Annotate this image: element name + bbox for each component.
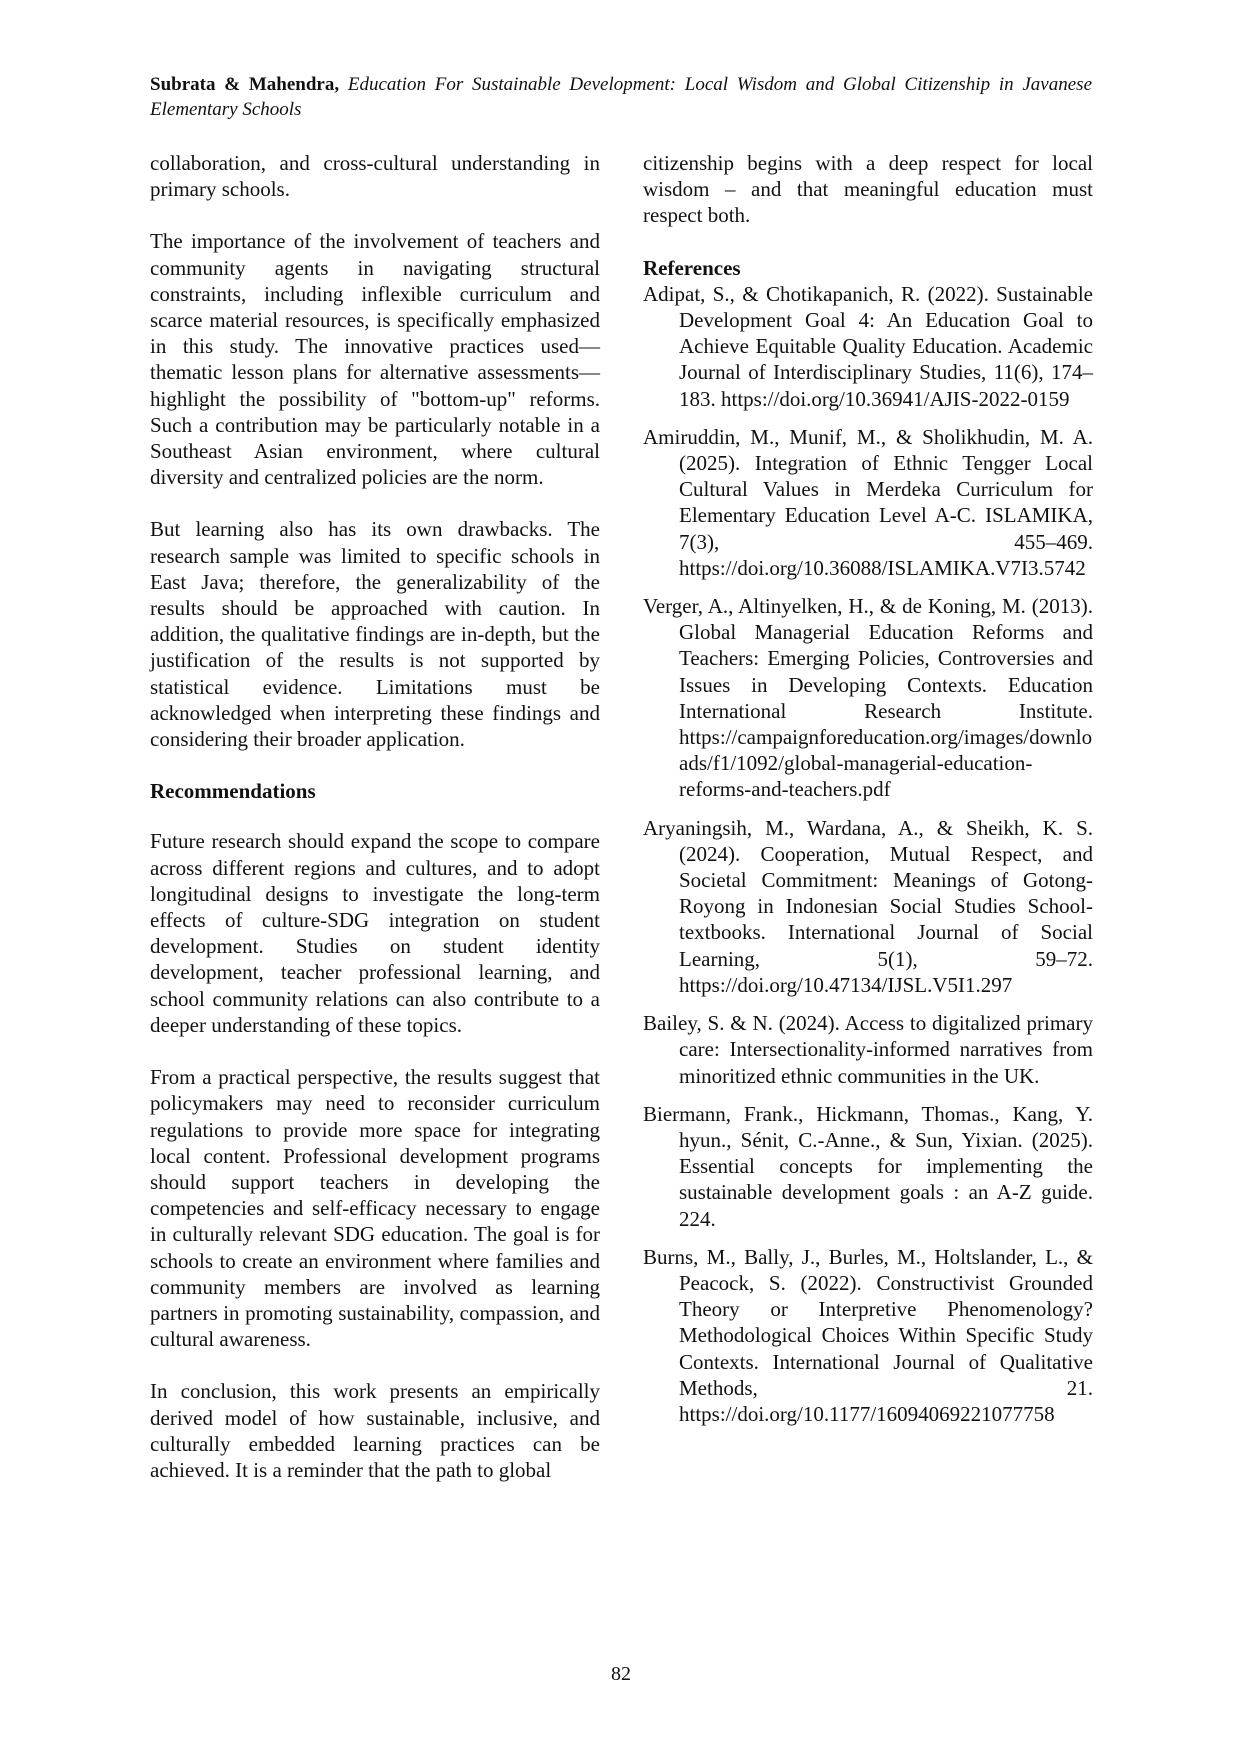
references-heading: References [643, 255, 741, 280]
body-paragraph: The importance of the involvement of teachers and community agents in navigating structural constraints, including inflexible curriculum and scarce material resources, is specifically emphasized in this study. The innovative practices used—thematic lesson plans for alternative assessments—highlight the possibility of "bottom-up" reforms. Such a contribution may be particularly notable in a Southeast Asian environment, where cultural diversity and centralized policies are the norm. [150, 229, 600, 490]
body-paragraph: Future research should expand the scope to compare across different regions and cultures, and to adopt longitudinal designs to investigate the long-term effects of culture-SDG integration on student development. Studies on student identity development, teacher professional learning, and school community relations can also contribute to a deeper understanding of these topics. [150, 829, 600, 1037]
header-authors: Subrata & Mahendra, [150, 74, 340, 95]
reference-list [643, 281, 1093, 1427]
reference-item: Amiruddin, M., Munif, M., & Sholikhudin, M. A. (2025). Integration of Ethnic Tengger Local Cultural Values in Merdeka Curriculum for Elementary Education Level A-C. ISLAMIKA, 7(3), 455–469. https://doi.org/10.36088/ISLAMIKA.V7I3.5742 [643, 424, 1093, 580]
left-column [150, 150, 600, 1509]
reference-item: Biermann, Frank., Hickmann, Thomas., Kang, Y. hyun., Sénit, C.-Anne., & Sun, Yixian. (2025). Essential concepts for implementing the sustainable development goals : an A-Z guide. 224. [643, 1101, 1093, 1231]
reference-item: Adipat, S., & Chotikapanich, R. (2022). Sustainable Development Goal 4: An Education Goal to Achieve Equitable Quality Education. Academic Journal of Interdisciplinary Studies, 11(6), 174–183. https://doi.org/10.36941/AJIS-2022-0159 [643, 281, 1093, 411]
body-paragraph: collaboration, and cross-cultural understanding in primary schools. [150, 151, 600, 202]
header-title: Education For Sustainable Development: Local Wisdom and Global Citizenship in Javanese Elementary Schools [150, 74, 1093, 120]
body-paragraph: citizenship begins with a deep respect for local wisdom – and that meaningful education must respect both. [643, 151, 1093, 228]
reference-item: Aryaningsih, M., Wardana, A., & Sheikh, K. S. (2024). Cooperation, Mutual Respect, and Societal Commitment: Meanings of Gotong-Royong in Indonesian Social Studies School-textbooks. International Journal of Social Learning, 5(1), 59–72. https://doi.org/10.47134/IJSL.V5I1.297 [643, 815, 1093, 997]
right-column [643, 150, 1093, 1439]
body-paragraph: From a practical perspective, the results suggest that policymakers may need to reconsider curriculum regulations to provide more space for integrating local content. Professional development programs should support teachers in developing the competencies and self-efficacy necessary to engage in culturally relevant SDG education. The goal is for schools to create an environment where families and community members are involved as learning partners in promoting sustainability, compassion, and cultural awareness. [150, 1065, 600, 1352]
body-paragraph: In conclusion, this work presents an empirically derived model of how sustainable, inclusive, and culturally embedded learning practices can be achieved. It is a reminder that the path to global [150, 1379, 600, 1482]
reference-item: Burns, M., Bally, J., Burles, M., Holtslander, L., & Peacock, S. (2022). Constructivist Grounded Theory or Interpretive Phenomenology? Methodological Choices Within Specific Study Contexts. International Journal of Qualitative Methods, 21. https://doi.org/10.1177/16094069221077758 [643, 1244, 1093, 1426]
running-header [150, 72, 1092, 122]
page-number: 82 [611, 1663, 631, 1685]
recommendations-heading: Recommendations [150, 779, 316, 804]
reference-item: Verger, A., Altinyelken, H., & de Koning, M. (2013). Global Managerial Education Reforms and Teachers: Emerging Policies, Controversies and Issues in Developing Contexts. Education International Research Institute. https://campaignforeducation.org/images/downloads/f1/1092/global-managerial-education-reforms-and-teachers.pdf [643, 594, 1093, 802]
body-paragraph: But learning also has its own drawbacks. The research sample was limited to specific schools in East Java; therefore, the generalizability of the results should be approached with caution. In addition, the qualitative findings are in-depth, but the justification of the results is not supported by statistical evidence. Limitations must be acknowledged when interpreting these findings and considering their broader application. [150, 517, 600, 752]
reference-item: Bailey, S. & N. (2024). Access to digitalized primary care: Intersectionality-informed narratives from minoritized ethnic communities in the UK. [643, 1011, 1093, 1088]
